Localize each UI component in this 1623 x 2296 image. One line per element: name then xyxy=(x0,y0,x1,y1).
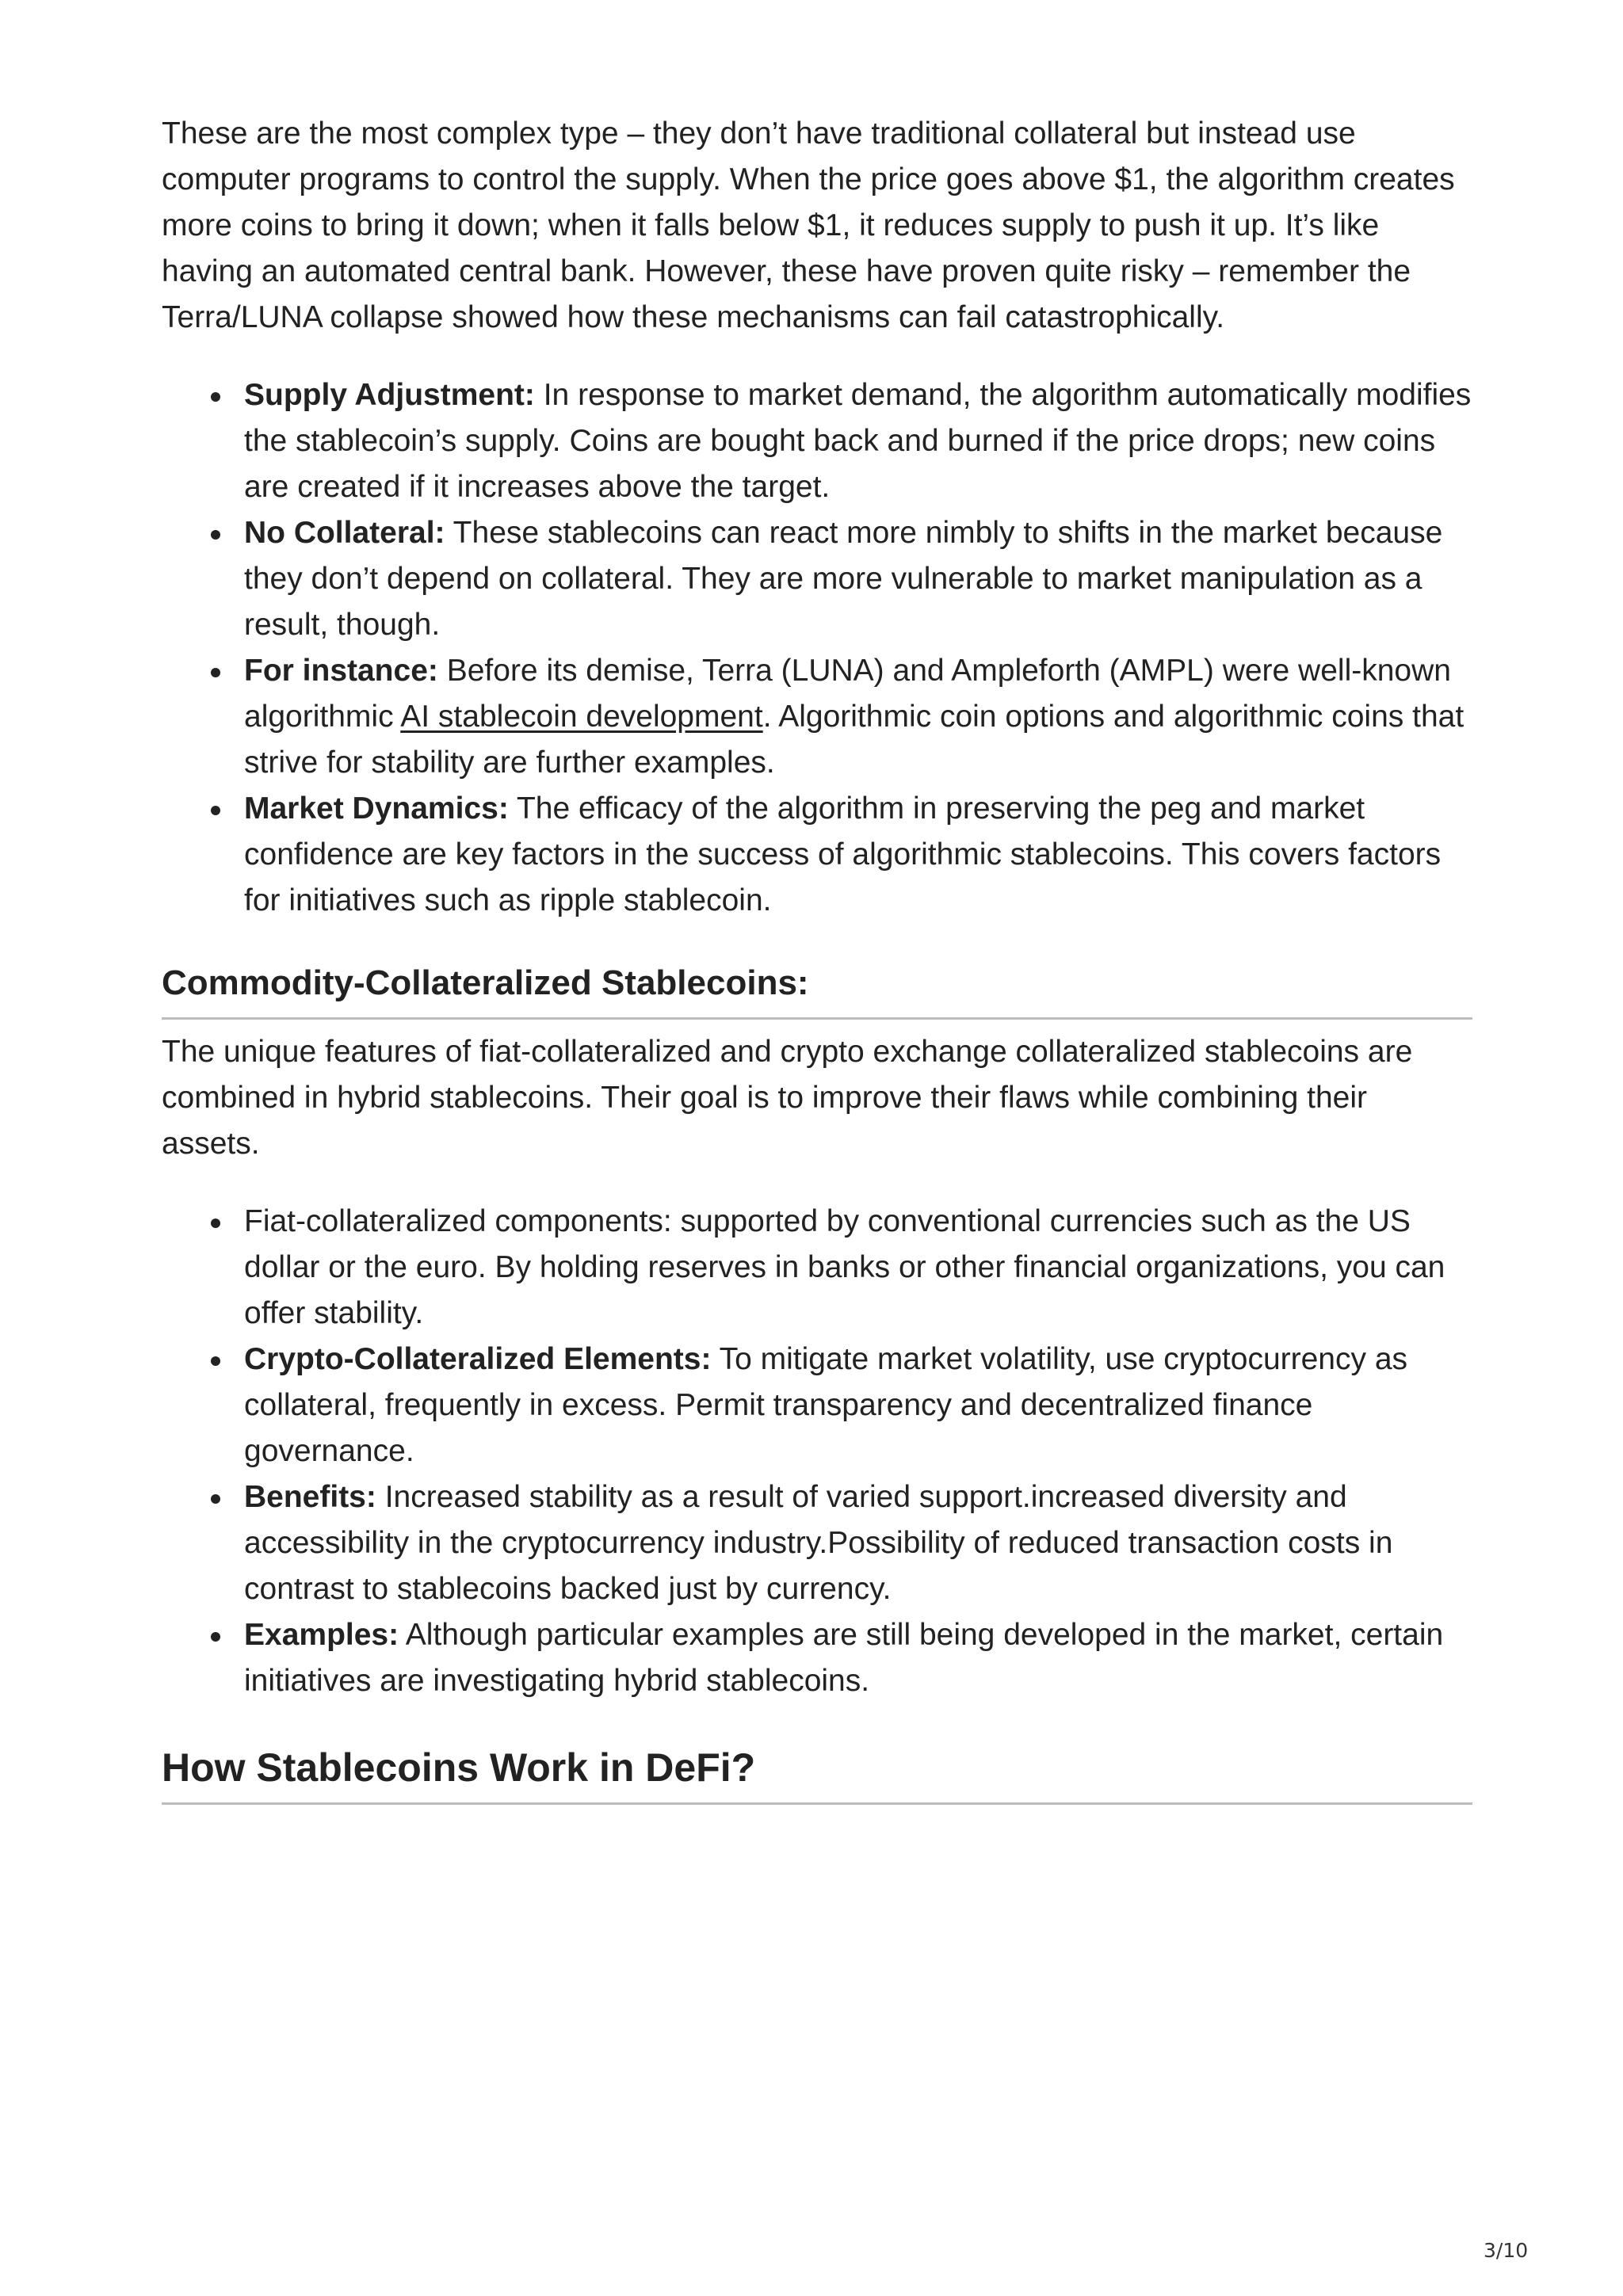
bullet-dot-icon xyxy=(211,1356,220,1366)
ai-stablecoin-development-link[interactable]: AI stablecoin development xyxy=(400,700,763,734)
intro-paragraph: These are the most complex type – they don’t have traditional collateral but instead use computer programs to control the supply. When the price goes above $1, the algorithm creates more coins to bring it down; when it falls below $1, it reduces supply to push it up. It’s like having an automated central bank. However, these have proven quite risky – remember the Terra/LUNA collapse showed how these mechanisms can fail catastrophically. xyxy=(162,116,1455,334)
list-item-label: Crypto-Collateralized Elements: xyxy=(244,1342,712,1376)
list-item xyxy=(244,1199,1472,1337)
list-item xyxy=(244,510,1472,648)
list-item-label: Supply Adjustment: xyxy=(244,378,535,412)
bullet-dot-icon xyxy=(211,1494,220,1504)
bullet-dot-icon xyxy=(211,668,220,677)
list-item xyxy=(244,1474,1472,1612)
list-item-label: No Collateral: xyxy=(244,516,445,550)
bullet-dot-icon xyxy=(211,806,220,815)
list-item-label: Benefits: xyxy=(244,1480,376,1514)
list-item-text-before-link: Before its demise, Terra (LUNA) and Ampleforth (AMPL) were well-known algorithmic xyxy=(244,654,1451,734)
list-item xyxy=(244,1337,1472,1474)
commodity-collateralized-heading: Commodity-Collateralized Stablecoins: xyxy=(162,960,1472,1020)
page-number: 3/10 xyxy=(1484,2239,1529,2262)
algorithmic-list xyxy=(162,372,1472,924)
commodity-list xyxy=(162,1199,1472,1704)
list-item-text: These stablecoins can react more nimbly to shifts in the market because they don’t depend on collateral. They are more vulnerable to market manipulation as a result, though. xyxy=(244,516,1443,642)
list-item-text: Fiat-collateralized components: supported by conventional currencies such as the US dollar or the euro. By holding reserves in banks or other financial organizations, you can offer stability. xyxy=(244,1204,1445,1330)
list-item xyxy=(244,1612,1472,1704)
list-item xyxy=(244,648,1472,786)
list-item-text: In response to market demand, the algorithm automatically modifies the stablecoin’s supply. Coins are bought back and burned if the price drops; new coins are created if it increases above the target. xyxy=(244,378,1472,504)
list-item-text: Although particular examples are still being developed in the market, certain initiatives are investigating hybrid stablecoins. xyxy=(244,1618,1444,1698)
list-item xyxy=(244,372,1472,510)
bullet-dot-icon xyxy=(211,1632,220,1642)
list-item-text: To mitigate market volatility, use cryptocurrency as collateral, frequently in excess. Permit transparency and decentralized finance governance. xyxy=(244,1342,1408,1468)
bullet-dot-icon xyxy=(211,1219,220,1228)
commodity-paragraph: The unique features of fiat-collateralized and crypto exchange collateralized stablecoins are combined in hybrid stablecoins. Their goal is to improve their flaws while combining their assets. xyxy=(162,1035,1413,1161)
list-item-text: The efficacy of the algorithm in preserving the peg and market confidence are key factors in the success of algorithmic stablecoins. This covers factors for initiatives such as ripple stablecoin. xyxy=(244,791,1442,917)
bullet-dot-icon xyxy=(211,530,220,540)
bullet-dot-icon xyxy=(211,392,220,402)
document-page xyxy=(162,111,1472,1805)
list-item-text-after-link: . Algorithmic coin options and algorithmic coins that strive for stability are further examples. xyxy=(244,700,1465,780)
list-item-text: Increased stability as a result of varied support.increased diversity and accessibility in the cryptocurrency industry.Possibility of reduced transaction costs in contrast to stablecoins backed just by currency. xyxy=(244,1480,1393,1606)
list-item xyxy=(244,786,1472,924)
defi-heading: How Stablecoins Work in DeFi? xyxy=(162,1742,1472,1805)
list-item-label: Market Dynamics: xyxy=(244,791,509,826)
list-item-label: Examples: xyxy=(244,1618,399,1652)
list-item-label: For instance: xyxy=(244,654,438,688)
